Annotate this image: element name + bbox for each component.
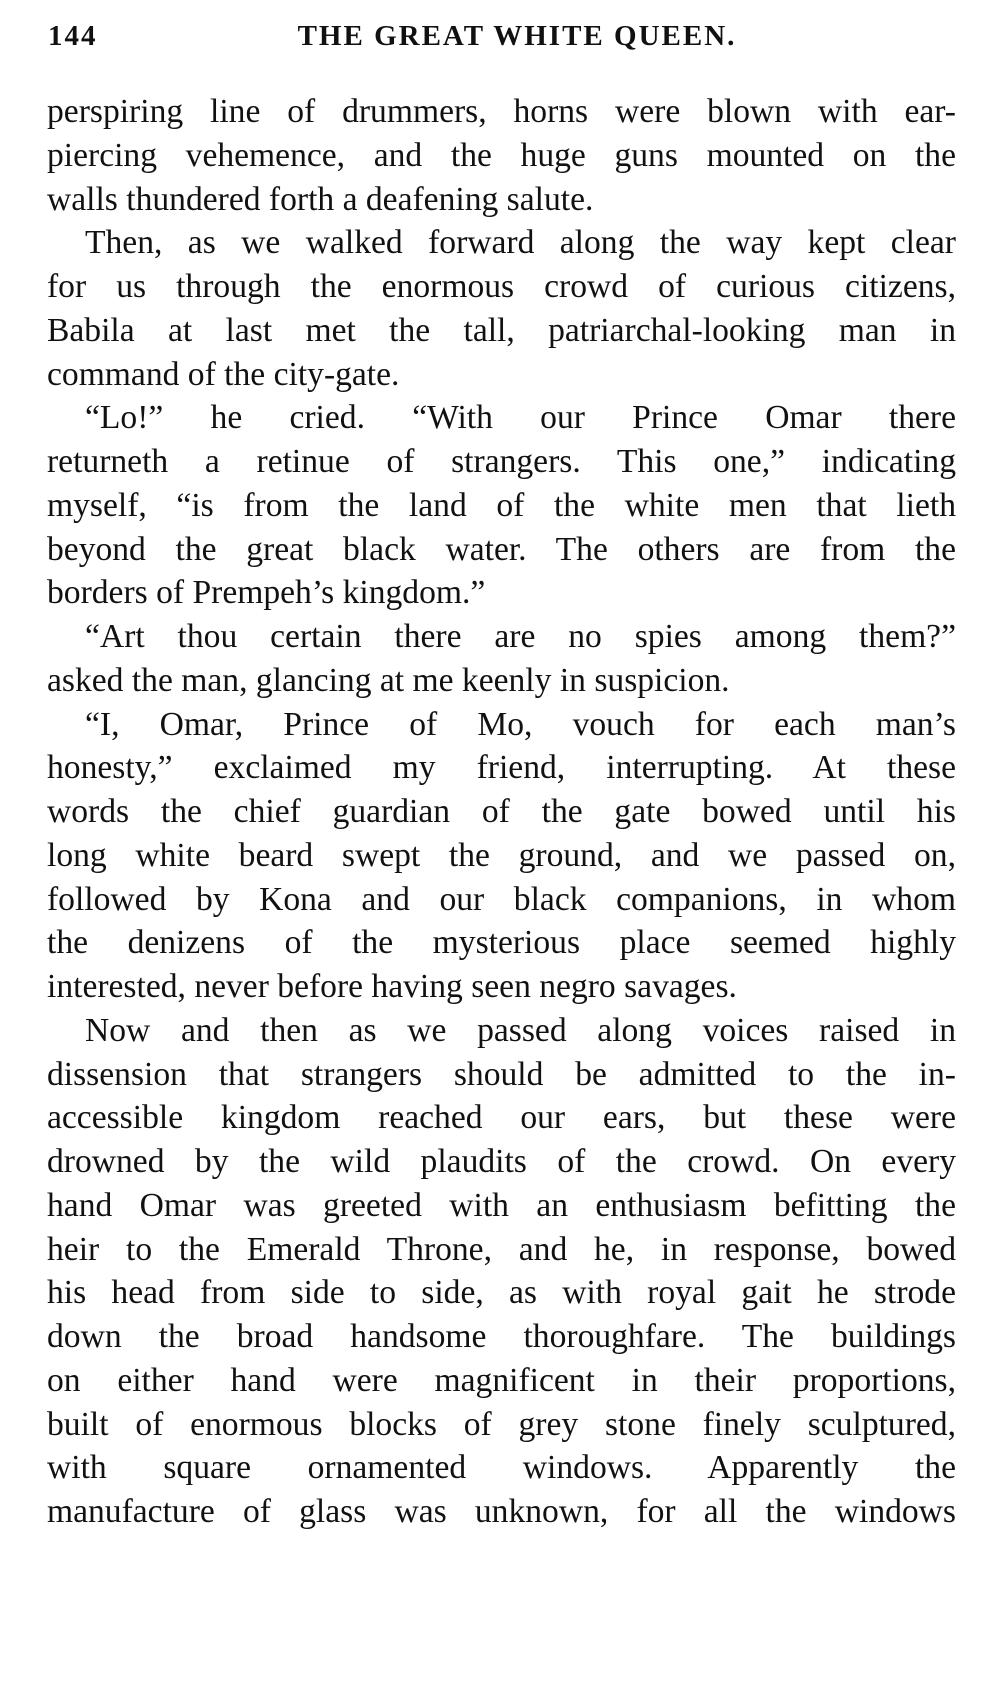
text-line: honesty,” exclaimed my friend, interrupting. At these — [47, 749, 956, 787]
text-line: words the chief guardian of the gate bowed until his — [47, 793, 956, 830]
text-line: heir to the Emerald Throne, and he, in response, bowed — [47, 1230, 956, 1268]
text-line: hand Omar was greeted with an enthusiasm befitting the — [47, 1186, 956, 1224]
running-title: THE GREAT WHITE QUEEN. — [297, 20, 737, 52]
text-line: down the broad handsome thoroughfare. The buildings — [47, 1318, 956, 1355]
text-line: beyond the great black water. The others are from the — [47, 530, 956, 568]
text-line: manufacture of glass was unknown, for all the windows — [47, 1493, 956, 1530]
text-line: drowned by the wild plaudits of the crowd. On every — [47, 1143, 956, 1180]
text-line: the denizens of the mysterious place seemed highly — [47, 924, 956, 962]
text-line: with square ornamented windows. Apparently the — [47, 1449, 956, 1487]
text-line: interested, never before having seen negro savages. — [47, 968, 737, 1005]
text-line: his head from side to side, as with royal gait he strode — [47, 1274, 956, 1312]
paragraph — [47, 615, 956, 703]
text-line: command of the city-gate. — [47, 355, 400, 393]
text-line: piercing vehemence, and the huge guns mounted on the — [47, 136, 956, 174]
text-line: asked the man, glancing at me keenly in suspicion. — [47, 661, 730, 699]
text-line: Now and then as we passed along voices raised in — [85, 1011, 956, 1049]
text-line: “Lo!” he cried. “With our Prince Omar there — [85, 399, 956, 437]
text-line: “Art thou certain there are no spies among them?” — [85, 618, 956, 655]
page-number: 144 — [48, 20, 98, 52]
text-line: followed by Kona and our black companions, in whom — [47, 880, 956, 918]
paragraph — [47, 90, 956, 221]
text-line: “I, Omar, Prince of Mo, vouch for each man’s — [85, 705, 956, 743]
text-line: built of enormous blocks of grey stone finely sculptured, — [47, 1405, 956, 1443]
text-line: walls thundered forth a deafening salute. — [47, 180, 594, 218]
text-line: dissension that strangers should be admitted to the in- — [47, 1055, 956, 1093]
text-line: borders of Prempeh’s kingdom.” — [47, 574, 486, 612]
paragraph — [47, 1009, 956, 1534]
text-line: accessible kingdom reached our ears, but these were — [47, 1099, 956, 1137]
running-head — [48, 20, 956, 66]
paragraph — [47, 396, 956, 615]
text-line: perspiring line of drummers, horns were blown with ear- — [47, 93, 956, 130]
text-line: long white beard swept the ground, and we passed on, — [47, 836, 956, 874]
text-line: myself, “is from the land of the white men that lieth — [47, 486, 956, 524]
text-line: returneth a retinue of strangers. This one,” indicating — [47, 443, 956, 480]
text-line: Then, as we walked forward along the way kept clear — [85, 224, 956, 262]
body-text — [47, 90, 956, 1534]
text-line: on either hand were magnificent in their proportions, — [47, 1361, 956, 1399]
paragraph — [47, 221, 956, 396]
paragraph — [47, 703, 956, 1009]
text-line: for us through the enormous crowd of curious citizens, — [47, 268, 956, 305]
text-line: Babila at last met the tall, patriarchal-looking man in — [47, 311, 956, 349]
